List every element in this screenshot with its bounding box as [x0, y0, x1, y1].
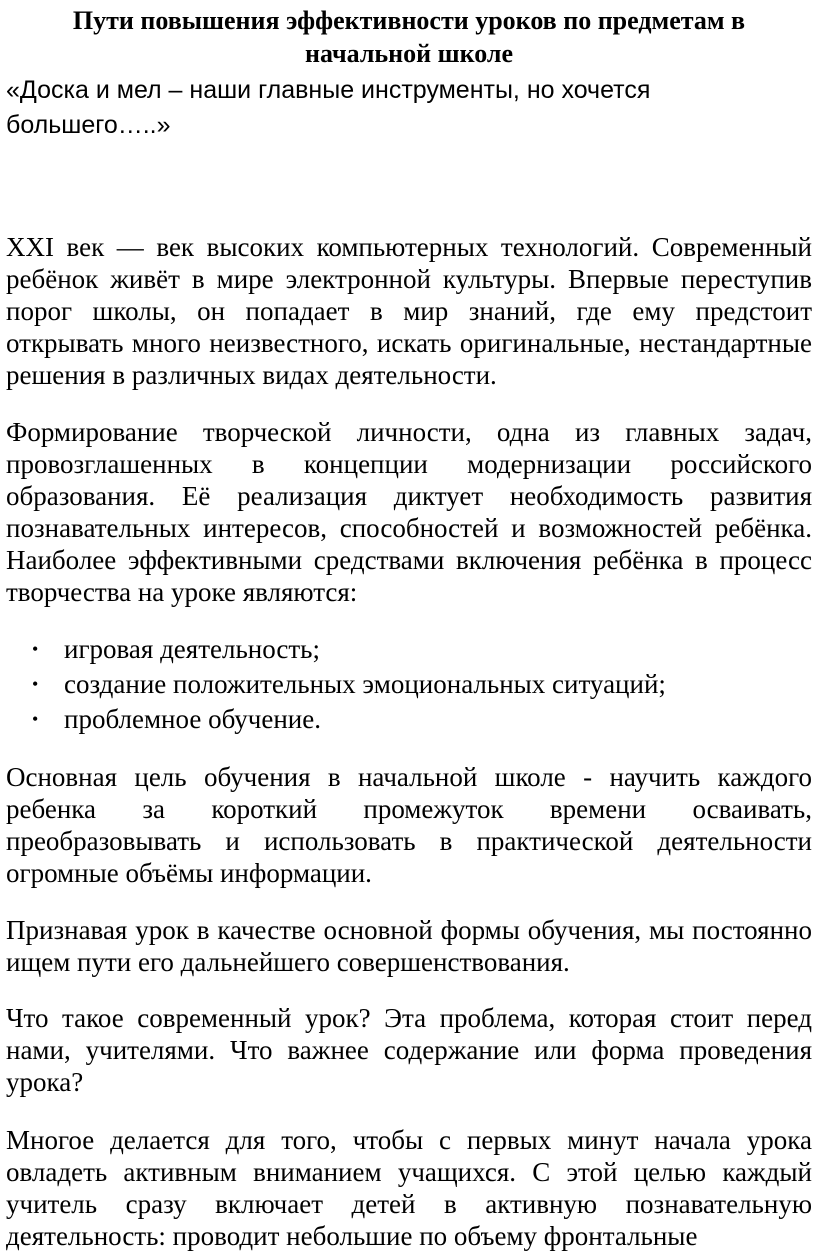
- page-title: Пути повышения эффективности уроков по предметам в начальной школе: [72, 6, 746, 68]
- paragraph-attention: Многое делается для того, чтобы с первых минут начала урока овладеть активным вниманием учащихся. С этой целью каждый учитель сразу включает детей в активную познавательную деятельность: проводит небольшие по объему фронтальные: [6, 1125, 812, 1251]
- list-item: [6, 667, 812, 702]
- bullet-icon: •: [32, 709, 39, 729]
- list-item-text: создание положительных эмоциональных ситуаций;: [64, 669, 666, 699]
- list-item: [6, 632, 812, 667]
- paragraph-main-goal: Основная цель обучения в начальной школе - научить каждого ребенка за короткий промежуток времени осваивать, преобразовывать и использовать в практической деятельности огромные объёмы информации.: [6, 762, 812, 888]
- document-page: [6, 0, 812, 1251]
- paragraph-creative-personality: Формирование творческой личности, одна из главных задач, провозглашенных в концепции модернизации российского образования. Её реализация диктует необходимость развития познавательных интересов, способностей и возможностей ребёнка. Наиболее эффективными средствами включения ребёнка в процесс творчества на уроке являются:: [6, 417, 812, 607]
- list-item-text: проблемное обучение.: [64, 704, 321, 734]
- list-item-text: игровая деятельность;: [64, 634, 320, 664]
- methods-list: [6, 632, 812, 737]
- paragraph-intro: XXI век — век высоких компьютерных технологий. Современный ребёнок живёт в мире электронной культуры. Впервые переступив порог школы, он попадает в мир знаний, где ему предстоит открывать много неизвестного, искать оригинальные, нестандартные решения в различных видах деятельности.: [6, 232, 812, 390]
- epigraph: «Доска и мел – наши главные инструменты, но хочется большего…..»: [6, 76, 651, 139]
- bullet-icon: •: [32, 639, 39, 659]
- list-item: [6, 702, 812, 737]
- paragraph-modern-lesson: Что такое современный урок? Эта проблема, которая стоит перед нами, учителями. Что важнее содержание или форма проведения урока?: [6, 1003, 812, 1097]
- bullet-icon: •: [32, 674, 39, 694]
- paragraph-lesson-form: Признавая урок в качестве основной формы обучения, мы постоянно ищем пути его дальнейшего совершенствования.: [6, 915, 812, 977]
